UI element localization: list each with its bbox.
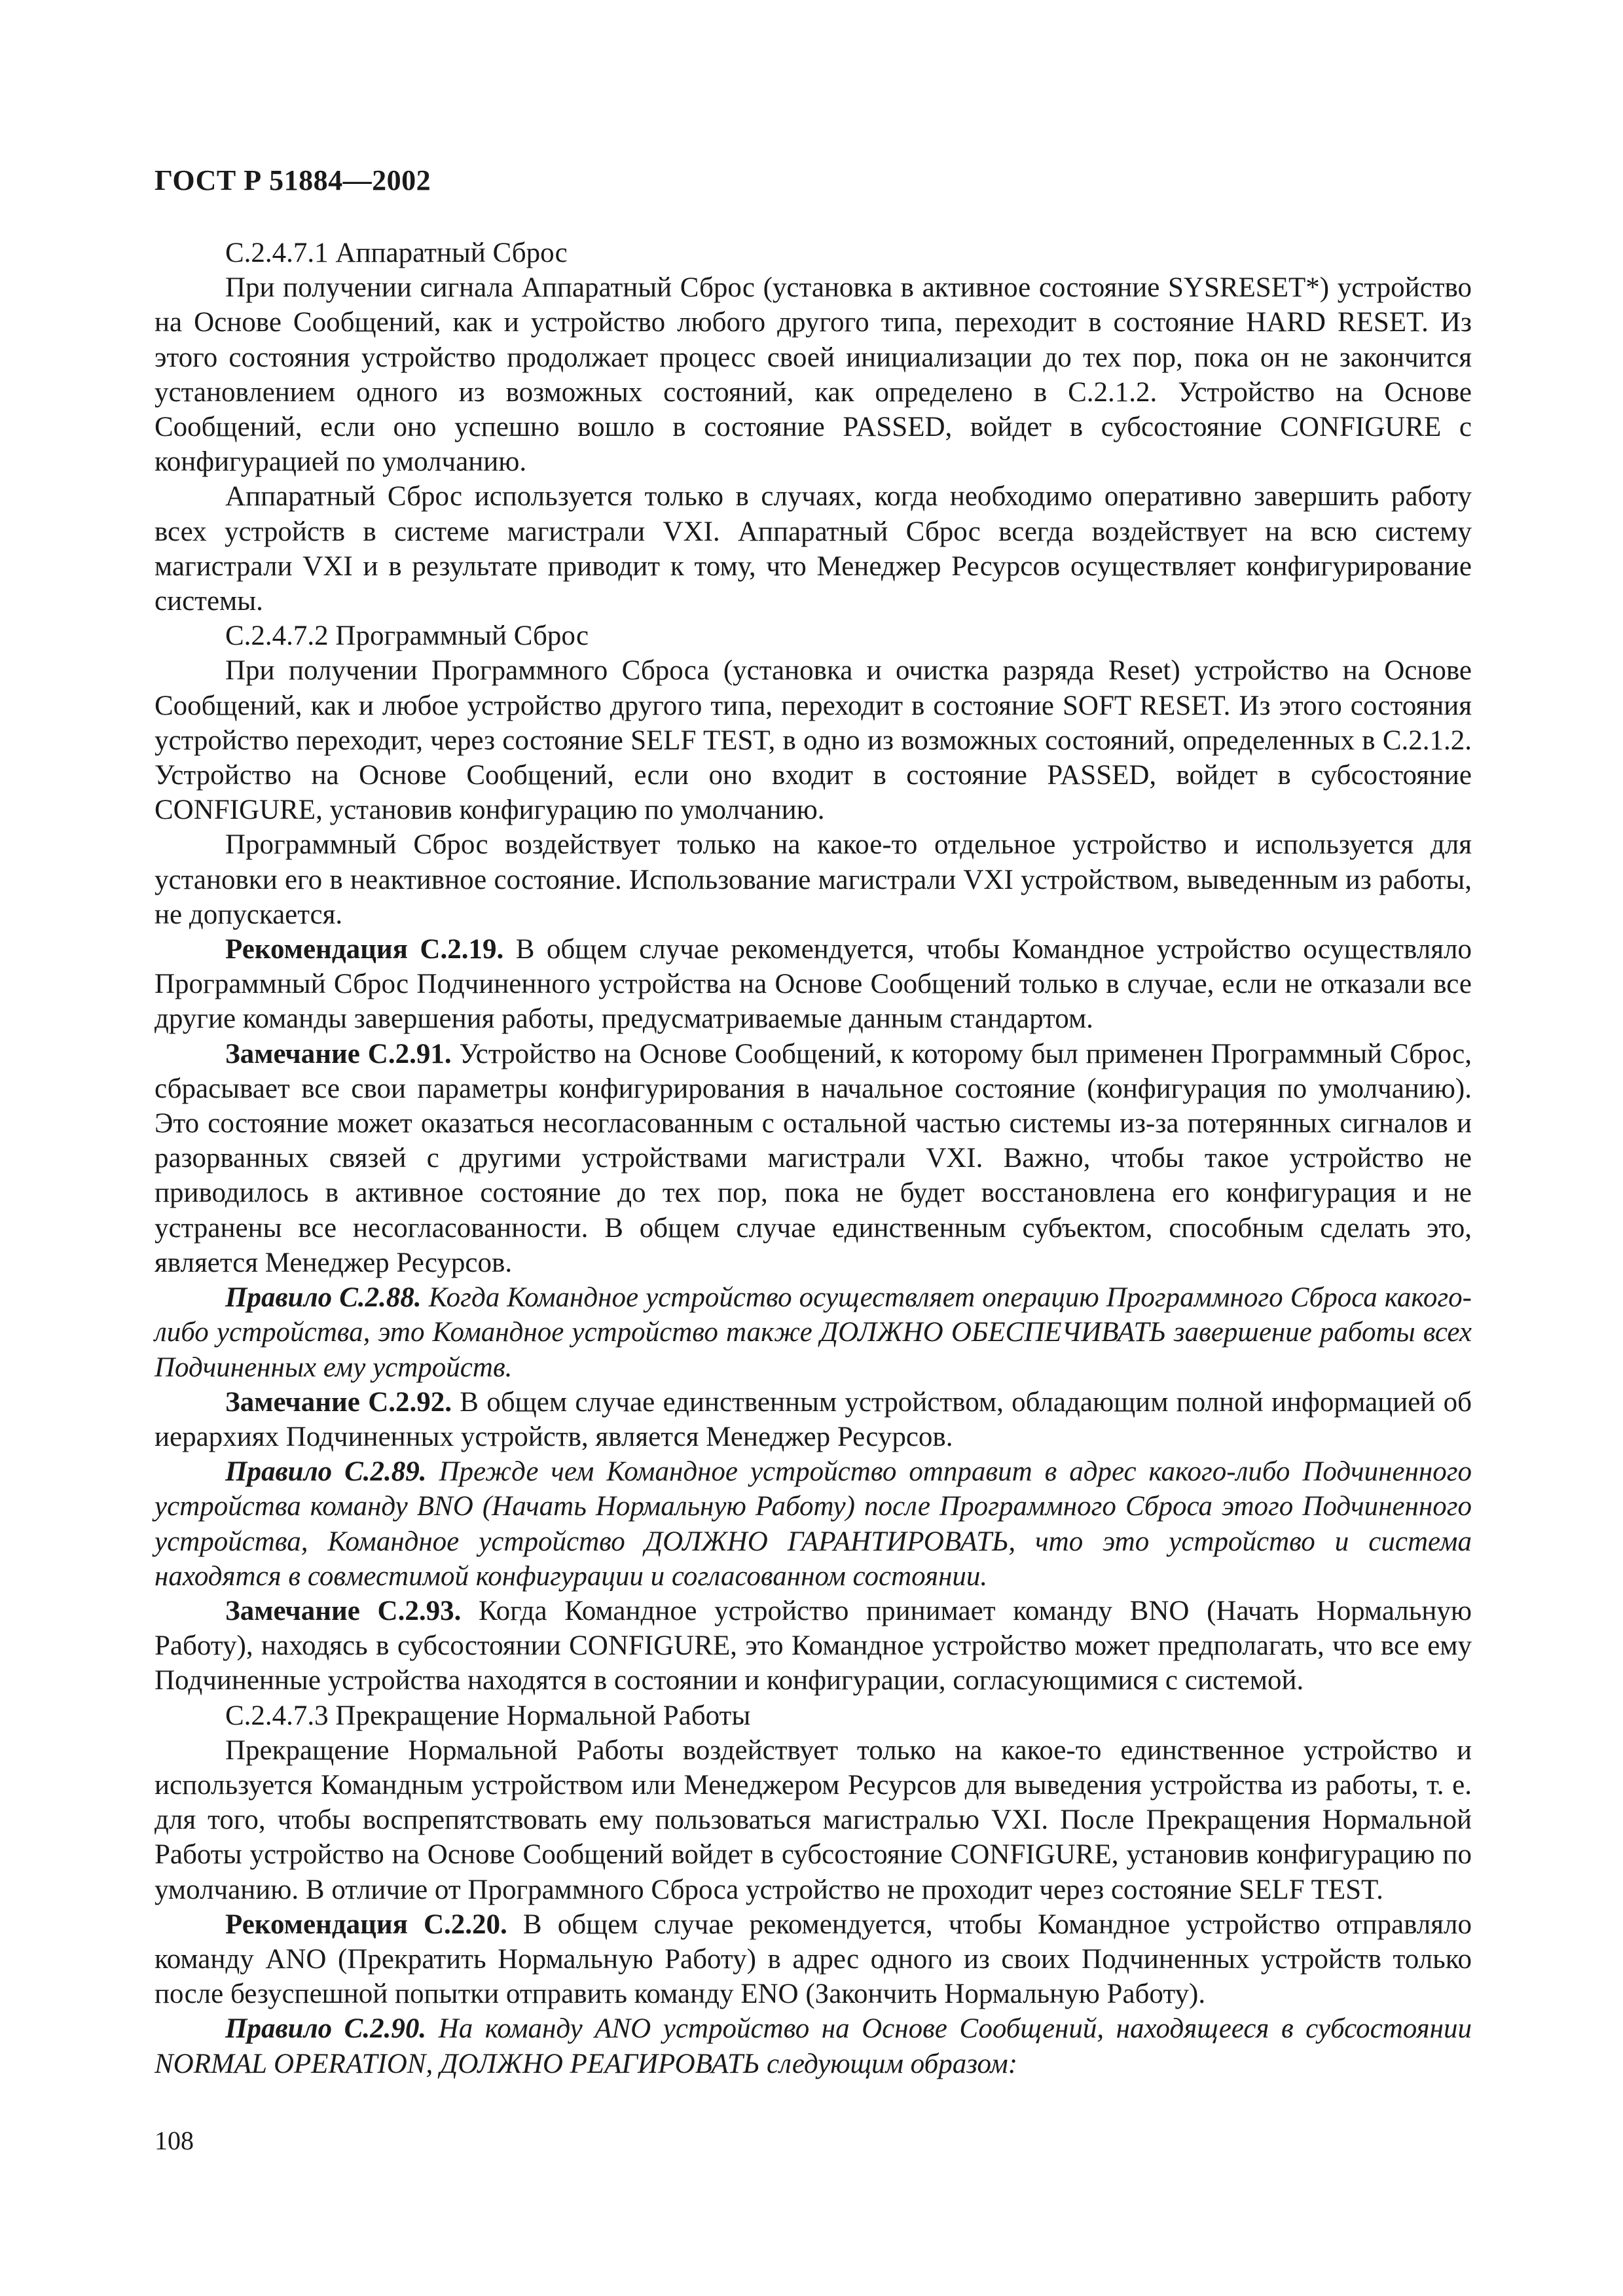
paragraph: При получении сигнала Аппаратный Сброс (установка в активное состояние SYSRESET*) устройство на Основе Сообщений, как и устройство любого другого типа, переходит в состояние HARD RESET. Из этого состояния устройство продолжает процесс своей инициализации до тех пор, пока он не закончится установлением одного из возможных состояний, как определено в C.2.1.2. Устройство на Основе Сообщений, если оно успешно вошло в состояние PASSED, войдет в субсостояние CONFIGURE с конфигурацией по умолчанию. <box>155 272 1472 478</box>
recommendation-text: В общем случае рекомендуется, чтобы Командное устройство отправляло команду ANO (Прекратить Нормальную Работу) в адрес одного из своих Подчиненных устройств только после безуспешной попытки отправить команду ENO (Закончить Нормальную Работу). <box>155 1909 1472 2010</box>
recommendation-text: В общем случае рекомендуется, чтобы Командное устройство осуществляло Программный Сброс Подчиненного устройства на Основе Сообщений только в случае, если не отказали все другие команды завершения работы, предусматриваемые данным стандартом. <box>155 934 1472 1035</box>
rule-label: Правило С.2.90. <box>225 2013 427 2045</box>
document-header: ГОСТ Р 51884—2002 <box>155 164 431 196</box>
rule-text: На команду ANO устройство на Основе Сообщений, находящееся в субсостоянии NORMAL OPERATION, ДОЛЖНО РЕАГИРОВАТЬ следующим образом: <box>155 2013 1472 2079</box>
paragraph: Прекращение Нормальной Работы воздействует только на какое-то единственное устройство и используется Командным устройством или Менеджером Ресурсов для выведения устройства из работы, т. е. для того, чтобы воспрепятствовать ему пользоваться магистралью VXI. После Прекращения Нормальной Работы устройство на Основе Сообщений войдет в субсостояние CONFIGURE, установив конфигурацию по умолчанию. В отличие от Программного Сброса устройство не проходит через состояние SELF TEST. <box>155 1734 1472 1905</box>
paragraph: Программный Сброс воздействует только на какое-то отдельное устройство и используется для установки его в неактивное состояние. Использование магистрали VXI устройством, выведенным из работы, не допускается. <box>155 829 1472 930</box>
page-number: 108 <box>155 2126 194 2155</box>
rule-text: Когда Командное устройство осуществляет операцию Программного Сброса какого-либо устройства, это Командное устройство также ДОЛЖНО ОБЕСПЕЧИВАТЬ завершение работы всех Подчиненных ему устройств. <box>155 1282 1472 1383</box>
note-paragraph <box>155 1385 1472 1454</box>
note-paragraph <box>155 1594 1472 1698</box>
rule-paragraph <box>155 1454 1472 1594</box>
recommendation-paragraph <box>155 932 1472 1037</box>
rule-paragraph <box>155 1280 1472 1385</box>
recommendation-label: Рекомендация С.2.19. <box>225 934 504 965</box>
rule-label: Правило С.2.89. <box>225 1456 427 1488</box>
section-heading: C.2.4.7.2 Программный Сброс <box>225 620 589 652</box>
note-label: Замечание С.2.93. <box>225 1595 462 1626</box>
note-paragraph <box>155 1037 1472 1280</box>
document-body <box>155 236 1472 2081</box>
note-label: Замечание С.2.91. <box>225 1038 452 1069</box>
section-heading: C.2.4.7.3 Прекращение Нормальной Работы <box>225 1700 751 1731</box>
paragraph: Аппаратный Сброс используется только в случаях, когда необходимо оперативно завершить работу всех устройств в системе магистрали VXI. Аппаратный Сброс всегда воздействует на всю систему магистрали VXI и в результате приводит к тому, что Менеджер Ресурсов осуществляет конфигурирование системы. <box>155 481 1472 617</box>
note-label: Замечание С.2.92. <box>225 1386 452 1418</box>
section-heading: C.2.4.7.1 Аппаратный Сброс <box>225 238 568 268</box>
note-text: Устройство на Основе Сообщений, к которому был применен Программный Сброс, сбрасывает все свои параметры конфигурирования в начальное состояние (конфигурация по умолчанию). Это состояние может оказаться несогласованным с остальной частью системы из-за потерянных сигналов и разорванных связей с другими устройствами магистрали VXI. Важно, чтобы такое устройство не приводилось в активное состояние до тех пор, пока не будет восстановлена его конфигурация и не устранены все несогласованности. В общем случае единственным субъектом, способным сделать это, является Менеджер Ресурсов. <box>155 1038 1472 1278</box>
note-text: Когда Командное устройство принимает команду BNO (Начать Нормальную Работу), находясь в субсостоянии CONFIGURE, это Командное устройство может предполагать, что все ему Подчиненные устройства находятся в состоянии и конфигурации, согласующимися с системой. <box>155 1595 1472 1696</box>
rule-text: Прежде чем Командное устройство отправит в адрес какого-либо Подчиненного устройства команду BNO (Начать Нормальную Работу) после Программного Сброса этого Подчиненного устройства, Командное устройство ДОЛЖНО ГАРАНТИРОВАТЬ, что это устройство и система находятся в совместимой конфигурации и согласованном состоянии. <box>155 1456 1472 1592</box>
rule-label: Правило С.2.88. <box>225 1282 422 1314</box>
paragraph: При получении Программного Сброса (установка и очистка разряда Reset) устройство на Основе Сообщений, как и любое устройство другого типа, переходит в состояние SOFT RESET. Из этого состояния устройство переходит, через состояние SELF TEST, в одно из возможных состояний, определенных в C.2.1.2. Устройство на Основе Сообщений, если оно входит в состояние PASSED, войдет в субсостояние CONFIGURE, установив конфигурацию по умолчанию. <box>155 655 1472 826</box>
rule-paragraph <box>155 2011 1472 2081</box>
recommendation-paragraph <box>155 1907 1472 2012</box>
recommendation-label: Рекомендация С.2.20. <box>225 1909 507 1940</box>
note-text: В общем случае единственным устройством, обладающим полной информацией об иерархиях Подчиненных устройств, является Менеджер Ресурсов. <box>155 1386 1472 1452</box>
